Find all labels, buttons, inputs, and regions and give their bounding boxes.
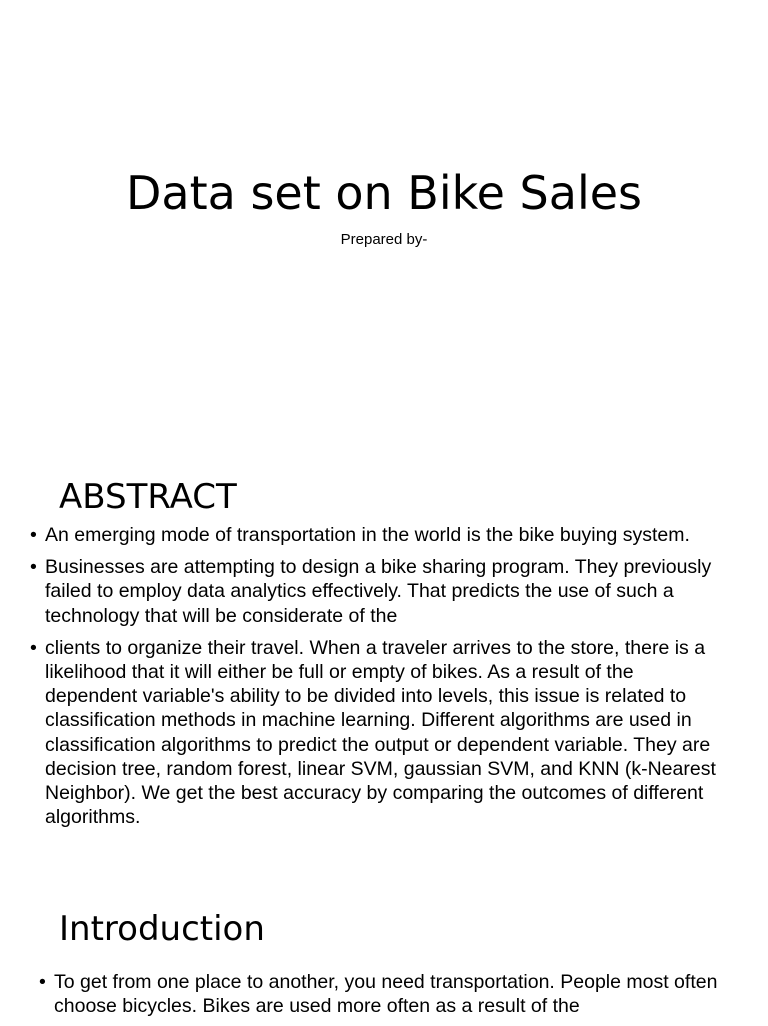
- introduction-bullet-list: [39, 970, 719, 1026]
- document-subtitle: Prepared by-: [340, 231, 428, 248]
- bullet-icon: •: [30, 556, 37, 579]
- introduction-heading: Introduction: [59, 909, 265, 949]
- list-item: [30, 523, 720, 547]
- bullet-icon: •: [30, 524, 37, 546]
- bullet-icon: •: [30, 636, 37, 659]
- bullet-text: To get from one place to another, you need transportation. People most often choose bicycles. Bikes are used more often as a result of the: [54, 971, 718, 1018]
- abstract-bullet-list: [30, 523, 720, 837]
- bullet-icon: •: [39, 971, 46, 993]
- list-item: [30, 555, 720, 628]
- bullet-text: clients to organize their travel. When a traveler arrives to the store, there is a likelihood that it will either be full or empty of bikes. As a result of the dependent variable's ability to be divided into levels, this issue is related to classification methods in machine learning. Different algorithms are used in classification algorithms to predict the output or dependent variable. They are decision tree, random forest, linear SVM, gaussian SVM, and KNN (k-Nearest Neighbor). We get the best accuracy by comparing the outcomes of different algorithms.: [45, 636, 716, 829]
- bullet-text: Businesses are attempting to design a bike sharing program. They previously failed to employ data analytics effectively. That predicts the use of such a technology that will be considerate of the: [45, 556, 712, 627]
- list-item: [39, 970, 719, 1018]
- list-item: [30, 636, 720, 830]
- abstract-heading: ABSTRACT: [59, 477, 237, 517]
- document-title: Data set on Bike Sales: [126, 166, 642, 220]
- bullet-text: An emerging mode of transportation in the world is the bike buying system.: [45, 524, 690, 546]
